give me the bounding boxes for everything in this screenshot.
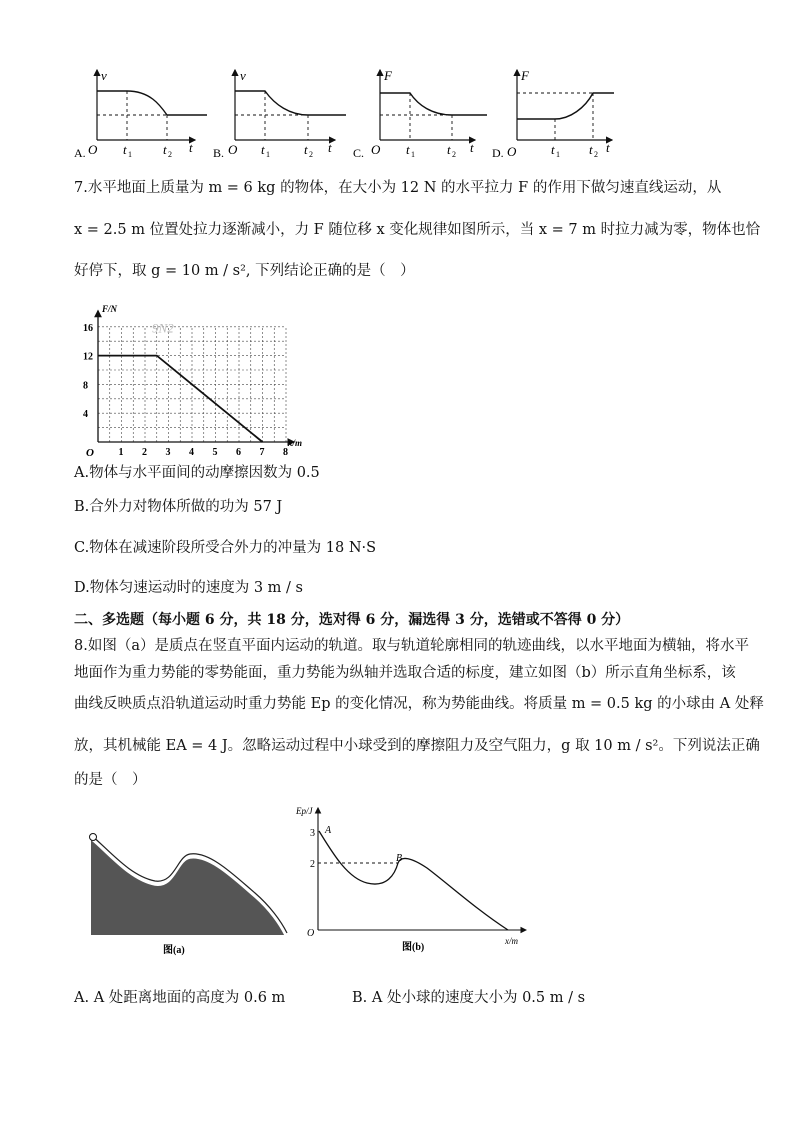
q6-c-t-axis: t: [470, 140, 474, 155]
q6-c-t2-sub: 2: [452, 150, 456, 159]
q8-line-3: 曲线反映质点沿轨道运动时重力势能 Ep 的变化情况，称为势能曲线。将质量 m = 0.5 kg 的小球由 A 处释: [74, 696, 764, 712]
q6-graph-b: [213, 68, 346, 160]
q6-d-t2: t: [589, 142, 593, 157]
fig-b-origin: O: [307, 928, 315, 939]
q6-a-letter: A.: [74, 146, 86, 160]
q6-graphs-svg: [0, 0, 794, 170]
y-tick-label: 16: [83, 322, 93, 334]
x-tick-label: 7: [259, 447, 265, 458]
fig-b-caption: 图(b): [402, 942, 425, 953]
q6-graph-a: [74, 68, 207, 160]
q8-line-5: 的是（ ）: [74, 772, 147, 788]
q8-line-1: 8.如图（a）是质点在竖直平面内运动的轨道。取与轨道轮廓相同的轨迹曲线，以水平地面为横轴，将水平: [74, 638, 749, 654]
x-tick-label: 4: [189, 447, 194, 458]
fig-a-caption: 图(a): [163, 945, 185, 956]
q6-b-t2: t: [304, 142, 308, 157]
q7-line-1: 7.水平地面上质量为 m = 6 kg 的物体，在大小为 12 N 的水平拉力 F 的作用下做匀速直线运动，从: [74, 180, 722, 196]
q6-d-t1-sub: 1: [556, 150, 560, 159]
q7-option-a: A.物体与水平面间的动摩擦因数为 0.5: [74, 465, 320, 481]
q6-d-origin: O: [507, 144, 517, 159]
x-tick-label: 2: [142, 447, 147, 458]
q6-a-t2-sub: 2: [168, 150, 172, 159]
x-tick-label: 6: [236, 447, 241, 458]
fig-b-point-a: A: [325, 825, 332, 836]
q6-c-t1-sub: 1: [411, 150, 415, 159]
q6-a-t2: t: [163, 142, 167, 157]
q7-line-2: x = 2.5 m 位置处拉力逐渐减小，力 F 随位移 x 变化规律如图所示，当 x = 7 m 时拉力减为零，物体也恰: [74, 222, 761, 238]
q6-a-ylabel: v: [101, 68, 107, 83]
x-tick-label: 3: [165, 447, 171, 458]
q6-graph-c: [353, 68, 487, 160]
q7-option-d: D.物体匀速运动时的速度为 3 m / s: [74, 580, 303, 596]
potential-curve-svg: [292, 800, 532, 960]
q6-d-ylabel: F: [521, 68, 529, 83]
q6-a-origin: O: [88, 142, 98, 157]
q7-line-3: 好停下，取 g = 10 m / s², 下列结论正确的是（ ）: [74, 263, 415, 279]
x-tick-label: 5: [212, 447, 218, 458]
track-illustration: [85, 825, 290, 960]
ball-icon: [90, 834, 97, 841]
fig-b-ytick-3: 3: [310, 828, 315, 839]
q7-option-c: C.物体在减速阶段所受合外力的冲量为 18 N·S: [74, 540, 377, 556]
x-tick-label: 1: [118, 447, 124, 458]
q8-figure-a: [85, 825, 290, 960]
q6-b-t1: t: [261, 142, 265, 157]
q6-b-t2-sub: 2: [309, 150, 313, 159]
q6-d-t2-sub: 2: [594, 150, 598, 159]
q7-chart-svg: [70, 300, 310, 460]
fig-b-ylabel: Ep/J: [296, 806, 313, 816]
q6-b-t1-sub: 1: [266, 150, 270, 159]
q8-figure-b: [292, 800, 532, 960]
y-tick-label: 8: [83, 380, 88, 392]
q7-option-b: B.合外力对物体所做的功为 57 J: [74, 499, 283, 515]
q6-c-t1: t: [406, 142, 410, 157]
chart-xlabel: x/m: [288, 438, 303, 448]
q6-d-letter: D.: [492, 146, 504, 160]
q6-c-letter: C.: [353, 146, 365, 160]
watermark-text: 9N2: [152, 320, 174, 336]
fig-b-point-b: B: [396, 853, 403, 864]
chart-ylabel: F/N: [102, 304, 118, 314]
y-tick-label: 4: [83, 409, 88, 421]
q6-c-origin: O: [371, 142, 381, 157]
x-tick-label: 8: [283, 447, 288, 458]
potential-curve: [319, 831, 508, 930]
q8-line-2: 地面作为重力势能的零势能面，重力势能为纵轴并选取合适的标度，建立如图（b）所示直角坐标系，该: [74, 665, 736, 681]
q6-c-t2: t: [447, 142, 451, 157]
q6-d-t1: t: [551, 142, 555, 157]
q8-option-a: A. A 处距离地面的高度为 0.6 m: [74, 990, 286, 1006]
q7-force-chart: [70, 300, 310, 460]
fig-b-ytick-2: 2: [310, 859, 315, 870]
section-2-heading: 二、多选题（每小题 6 分，共 18 分，选对得 6 分，漏选得 3 分，选错或不答得 0 分）: [74, 612, 630, 628]
q8-option-b: B. A 处小球的速度大小为 0.5 m / s: [352, 990, 586, 1006]
y-tick-label: 12: [83, 351, 93, 363]
q6-option-graphs: [0, 0, 794, 170]
q6-b-t-axis: t: [328, 140, 332, 155]
q6-graph-d: [492, 68, 614, 160]
q6-c-ylabel: F: [384, 68, 392, 83]
chart-origin: O: [86, 447, 94, 459]
q6-a-t1-sub: 1: [128, 150, 132, 159]
q6-b-letter: B.: [213, 146, 225, 160]
q6-b-origin: O: [228, 142, 238, 157]
fig-b-xlabel: x/m: [505, 936, 518, 946]
q6-d-t-axis: t: [606, 140, 610, 155]
q6-a-t-axis: t: [189, 140, 193, 155]
q8-line-4: 放，其机械能 EA = 4 J。忽略运动过程中小球受到的摩擦阻力及空气阻力，g 取 10 m / s²。下列说法正确: [74, 738, 760, 754]
q6-a-t1: t: [123, 142, 127, 157]
q6-b-ylabel: v: [240, 68, 246, 83]
